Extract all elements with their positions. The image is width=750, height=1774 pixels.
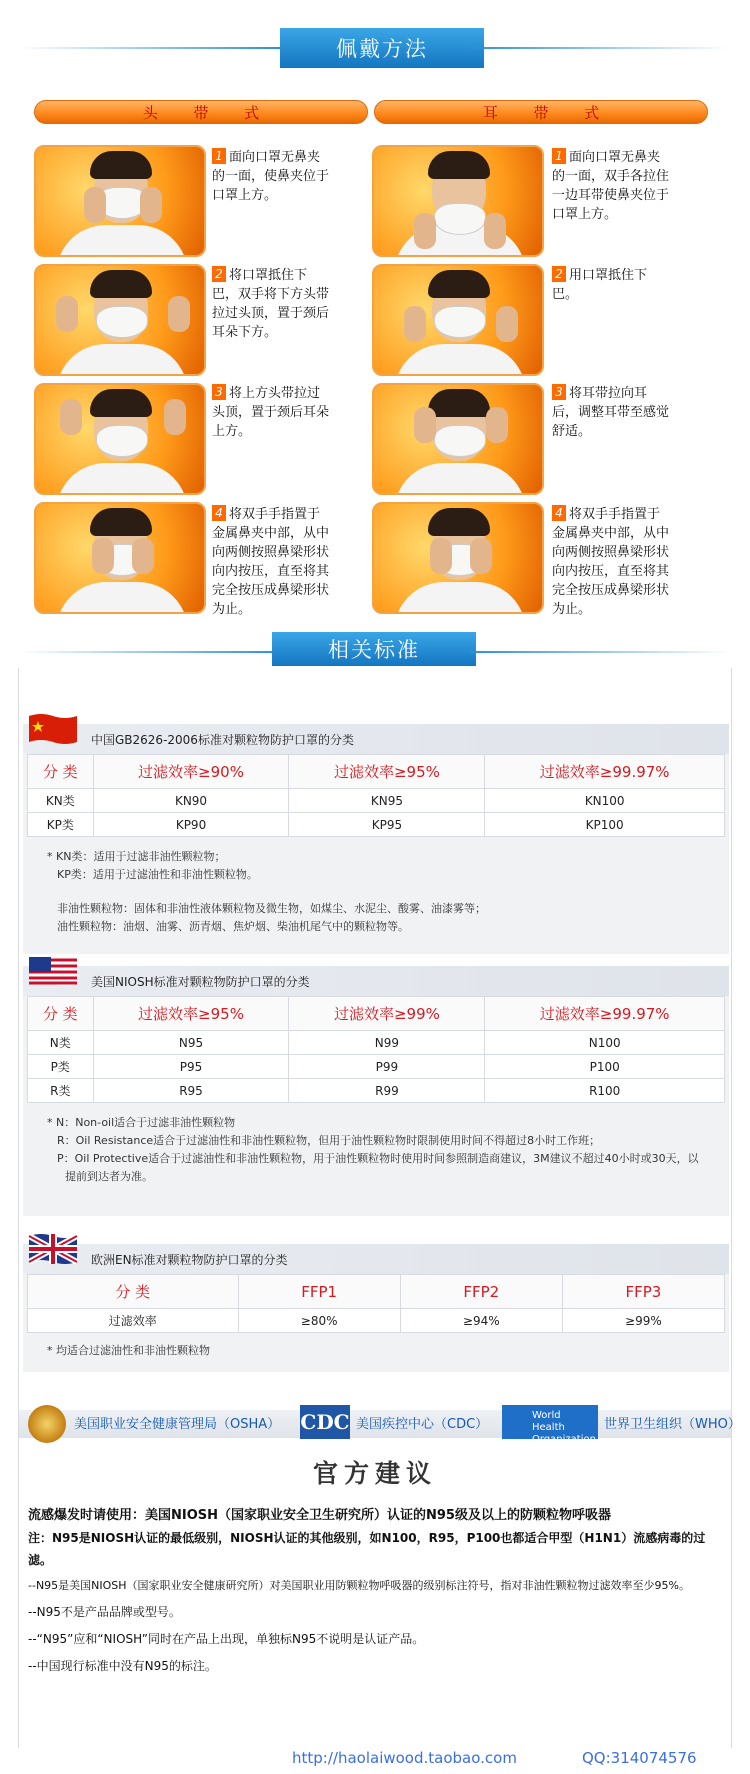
who-logo: World Health Organization [502,1405,598,1439]
table-cell: R类 [28,1079,94,1103]
step-text: 将耳带拉向耳后，调整耳带至感觉舒适。 [552,386,670,439]
head-band-pill [34,100,368,124]
eu-standard [23,1244,729,1372]
osha-seal-icon [28,1405,66,1443]
step-number: 4 [552,505,566,521]
table-cell: KN100 [485,789,725,813]
table-header-cell: 过滤效率≥95% [289,755,485,789]
step-number: 1 [552,148,566,164]
table-cell: KP95 [289,813,485,837]
table-cell: R100 [485,1079,725,1103]
usa-notes: * N：Non-oil适合于过滤非油性颗粒物 R：Oil Resistance适合于过滤油性和非油性颗粒物，但用于油性颗粒物时限制使用时间不得超过8小时工作班； P：Oil Protective适合于过滤油性和非油性颗粒物，用于油性颗粒物时使用时间参照制造商建议，3M建议不超过40小时或30天，以 提前到达者为准。 [47,1114,727,1186]
table-header-cell: 过滤效率≥99.97% [485,755,725,789]
table-cell: N类 [28,1031,94,1055]
advice-note: --中国现行标准中没有N95的标注。 [28,1659,217,1673]
head-step-3 [212,384,330,441]
ear-step-1-photo [372,145,544,257]
head-step-4 [212,505,330,619]
note-line: 油性颗粒物：油烟、油雾、沥青烟、焦炉烟、柴油机尾气中的颗粒物等。 [57,920,409,933]
ear-band-pill [374,100,708,124]
table-cell: KN类 [28,789,94,813]
step-text: 将上方头带拉过头顶，置于颈后耳朵上方。 [212,386,330,439]
pill-char: 式 [584,103,600,122]
wear-method-header [0,28,750,68]
table-header-cell: FFP1 [238,1275,400,1309]
advice-line: 注：N95是NIOSH认证的最低级别，NIOSH认证的其他级别，如N100，R95，P100也都适合甲型（H1N1）流感病毒的过滤。 [28,1531,706,1567]
table-cell: R95 [93,1079,289,1103]
pill-char: 头 [142,103,158,122]
pill-char: 带 [533,103,549,122]
table-cell: KN90 [93,789,289,813]
step-text: 将双手手指置于金属鼻夹中部，从中向两侧按照鼻梁形状向内按压，直至将其完全按压成鼻梁形状为止。 [552,507,670,617]
head-step-4-photo [34,502,206,614]
table-cell: P99 [289,1055,485,1079]
table-cell: 过滤效率 [28,1309,239,1333]
advice-line: 流感爆发时请使用：美国NIOSH（国家职业安全卫生研究所）认证的N95级及以上的防颗粒物呼吸器 [28,1508,611,1523]
table-cell: N100 [485,1031,725,1055]
who-name: 世界卫生组织（WHO） [604,1417,741,1432]
qq-contact: QQ:314074576 [582,1749,697,1767]
table-cell: KP90 [93,813,289,837]
china-notes: * KN类：适用于过滤非油性颗粒物； KP类：适用于过滤油性和非油性颗粒物。 非油性颗粒物：固体和非油性液体颗粒物及微生物，如煤尘、水泥尘、酸雾、油漆雾等； 油性颗粒物：油烟、油雾、沥青烟、焦炉烟、柴油机尾气中的颗粒物等。 [47,848,486,936]
china-flag-icon [27,712,79,746]
step-number: 1 [212,148,226,164]
standards-title: 相关标准 [272,632,476,666]
step-text: 将口罩抵住下巴，双手将下方头带拉过头顶，置于颈后耳朵下方。 [212,268,330,340]
ear-step-4 [552,505,670,619]
standards-header [0,632,750,672]
title-line-right [470,47,730,49]
note-line: 均适合过滤油性和非油性颗粒物 [56,1344,210,1357]
title-line-left [20,47,280,49]
pill-char: 式 [244,103,260,122]
step-number: 3 [552,384,566,400]
table-cell: R99 [289,1079,485,1103]
head-step-3-photo [34,383,206,495]
ear-step-4-photo [372,502,544,614]
pill-char: 耳 [482,103,498,122]
advice-note: --N95不是产品品牌或型号。 [28,1605,181,1619]
ear-step-1 [552,148,670,224]
ear-step-3-photo [372,383,544,495]
ear-step-2 [552,266,670,304]
table-header-cell: 过滤效率≥99% [289,997,485,1031]
ear-step-3 [552,384,670,441]
table-header-cell: 过滤效率≥90% [93,755,289,789]
note-line: 非油性颗粒物：固体和非油性液体颗粒物及微生物，如煤尘、水泥尘、酸雾、油漆雾等； [57,902,486,915]
table-cell: KP100 [485,813,725,837]
step-number: 2 [212,266,226,282]
title-line-left [20,651,280,653]
china-header: 中国GB2626-2006标准对颗粒物防护口罩的分类 [23,724,729,754]
step-text: 面向口罩无鼻夹的一面，使鼻夹位于口罩上方。 [212,150,330,203]
step-text: 用口罩抵住下巴。 [552,268,648,302]
table-cell: N95 [93,1031,289,1055]
advice-note: --N95是美国NIOSH（国家职业安全健康研究所）对美国职业用防颗粒物呼吸器的级别标注符号，指对非油性颗粒物过滤效率至少95%。 [28,1579,690,1592]
usa-table [27,996,725,1103]
step-number: 4 [212,505,226,521]
note-line: KN类：适用于过滤非油性颗粒物； [56,850,226,863]
note-line: P：Oil Protective适合于过滤油性和非油性颗粒物，用于油性颗粒物时使用时间参照制造商建议，3M建议不超过40小时或30天，以 [57,1152,699,1165]
advice-main [28,1505,728,1571]
usa-standard [23,966,729,1216]
wear-method-title: 佩戴方法 [280,28,484,68]
head-step-2-photo [34,264,206,376]
table-header-cell: 分 类 [28,755,94,789]
eu-header: 欧洲EN标准对颗粒物防护口罩的分类 [23,1244,729,1274]
note-line: N：Non-oil适合于过滤非油性颗粒物 [56,1116,236,1129]
table-header-cell: 过滤效率≥99.97% [485,997,725,1031]
advice-notes [28,1572,728,1680]
china-table [27,754,725,837]
table-header-cell: 过滤效率≥95% [93,997,289,1031]
advice-note: --“N95”应和“NIOSH”同时在产品上出现，单独标N95不说明是认证产品。 [28,1632,425,1646]
table-header-cell: 分 类 [28,1275,239,1309]
uk-flag-icon [27,1232,79,1266]
table-header-cell: FFP2 [400,1275,562,1309]
step-text: 面向口罩无鼻夹的一面，双手各拉住一边耳带使鼻夹位于口罩上方。 [552,150,670,222]
china-standard [23,724,729,954]
table-cell: KP类 [28,813,94,837]
head-step-1-photo [34,145,206,257]
step-number: 3 [212,384,226,400]
head-step-2 [212,266,330,342]
usa-flag-icon [27,954,79,988]
table-cell: N99 [289,1031,485,1055]
table-cell: ≥80% [238,1309,400,1333]
table-cell: P类 [28,1055,94,1079]
table-cell: ≥94% [400,1309,562,1333]
note-line: 提前到达者为准。 [65,1170,153,1183]
osha-name: 美国职业安全健康管理局（OSHA） [74,1417,281,1432]
eu-notes: * 均适合过滤油性和非油性颗粒物 [47,1344,210,1357]
pill-char: 带 [193,103,209,122]
table-cell: ≥99% [562,1309,724,1333]
usa-header: 美国NIOSH标准对颗粒物防护口罩的分类 [23,966,729,996]
cdc-logo: CDC [300,1405,350,1439]
table-cell: KN95 [289,789,485,813]
note-line: KP类：适用于过滤油性和非油性颗粒物。 [57,868,258,881]
note-line: R：Oil Resistance适合于过滤油性和非油性颗粒物，但用于油性颗粒物时限制使用时间不得超过8小时工作班； [57,1134,601,1147]
step-text: 将双手手指置于金属鼻夹中部，从中向两侧按照鼻梁形状向内按压，直至将其完全按压成鼻梁形状为止。 [212,507,330,617]
head-step-1 [212,148,330,205]
advice-title: 官方建议 [312,1459,437,1488]
table-header-cell: FFP3 [562,1275,724,1309]
eu-table [27,1274,725,1333]
title-line-right [470,651,730,653]
table-cell: P100 [485,1055,725,1079]
cdc-name: 美国疾控中心（CDC） [356,1417,489,1432]
shop-url-link[interactable]: http://haolaiwood.taobao.com [292,1749,517,1767]
ear-step-2-photo [372,264,544,376]
table-header-cell: 分 类 [28,997,94,1031]
table-cell: P95 [93,1055,289,1079]
step-number: 2 [552,266,566,282]
